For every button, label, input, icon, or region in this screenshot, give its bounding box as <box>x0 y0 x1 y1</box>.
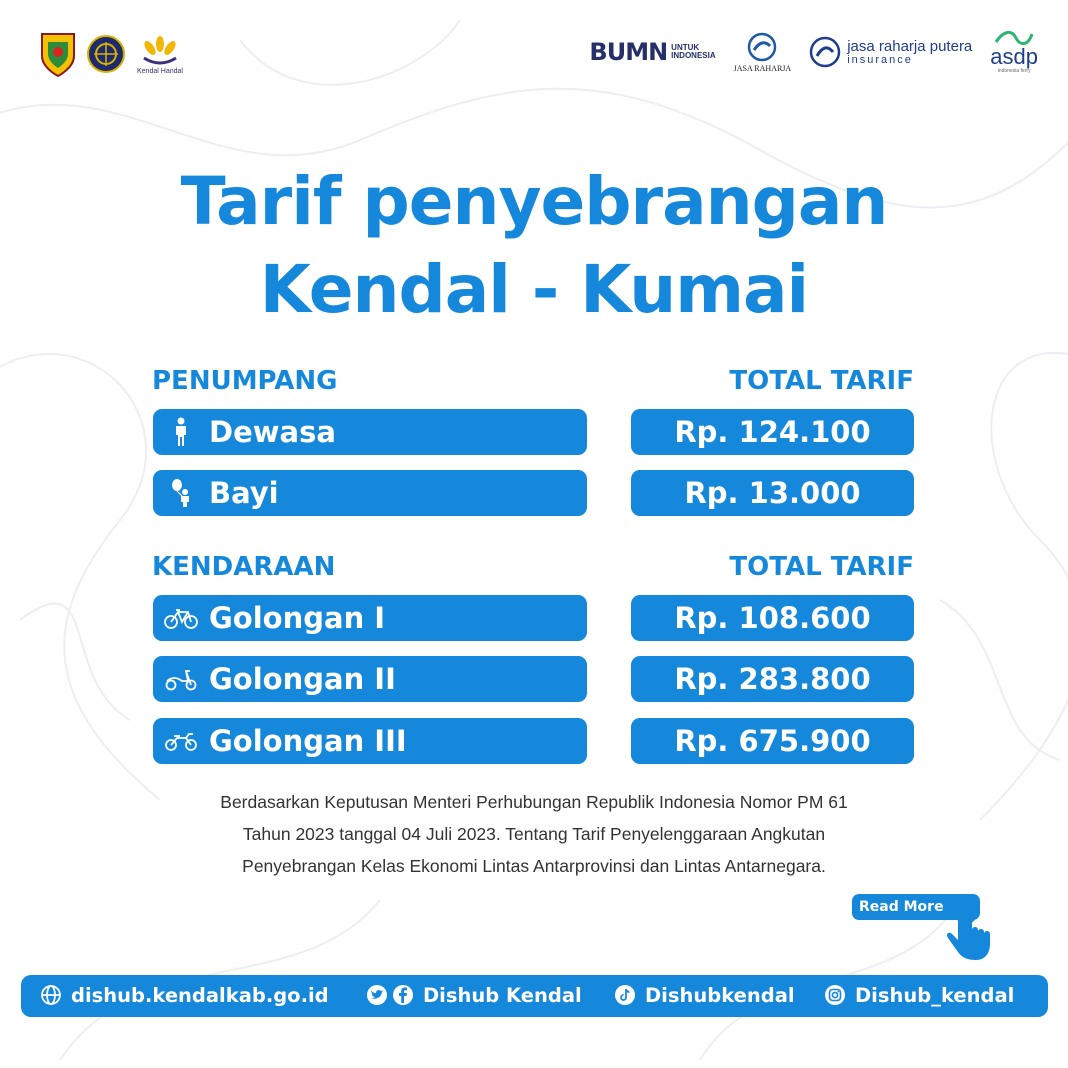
kendal-handal-logo <box>134 34 186 75</box>
adult-person-icon <box>163 417 199 447</box>
bumn-sub-line2: INDONESIA <box>671 51 716 60</box>
kendal-regency-crest-icon <box>38 30 78 78</box>
bumn-wordmark: BUMN <box>589 38 668 66</box>
title-line-1: Tarif penyebrangan <box>180 163 888 240</box>
header-logos-left <box>38 30 186 78</box>
asdp-subtitle: indonesia ferry <box>997 68 1031 74</box>
footer-twitter-facebook[interactable] <box>365 983 582 1007</box>
motorcycle-icon <box>163 726 199 756</box>
footer-instagram-text: Dishub_kendal <box>855 983 1015 1007</box>
fare-label-dewasa: Dewasa <box>209 415 336 449</box>
footer-twitter-facebook-text: Dishub Kendal <box>423 983 582 1007</box>
fare-price-golongan-3: Rp. 675.900 <box>631 718 914 764</box>
jasa-raharja-putera-insurance: insurance <box>847 53 913 66</box>
tiktok-icon <box>613 983 637 1007</box>
kendal-handal-text: Kendal Handal <box>137 67 183 75</box>
fare-row-bayi <box>153 470 587 516</box>
footer-instagram[interactable] <box>823 983 1014 1007</box>
fare-row-golongan-3 <box>153 718 587 764</box>
fare-label-golongan-1: Golongan I <box>209 601 386 635</box>
penumpang-heading: PENUMPANG <box>152 366 338 396</box>
read-more-label: Read More <box>859 899 944 915</box>
header-logos-right <box>589 30 1038 74</box>
fare-row-golongan-2 <box>153 656 587 702</box>
fare-row-golongan-1 <box>153 595 587 641</box>
jasa-raharja-putera-logo <box>809 36 972 68</box>
note-line-1: Berdasarkan Keputusan Menteri Perhubungan Republik Indonesia Nomor PM 61 <box>220 792 848 812</box>
child-balloon-icon <box>163 478 199 508</box>
asdp-wordmark: asdp <box>990 44 1038 69</box>
fare-label-bayi: Bayi <box>209 476 279 510</box>
note-line-3: Penyebrangan Kelas Ekonomi Lintas Antarprovinsi dan Lintas Antarnegara. <box>242 856 826 876</box>
bumn-sub-line1: UNTUK <box>671 42 700 52</box>
footer-website[interactable] <box>39 983 329 1007</box>
fare-row-dewasa <box>153 409 587 455</box>
dishub-emblem-icon <box>86 30 126 78</box>
footer-contact-bar <box>21 975 1048 1017</box>
asdp-logo <box>990 30 1038 74</box>
note-line-2: Tahun 2023 tanggal 04 Juli 2023. Tentang Tarif Penyelenggaraan Angkutan <box>242 824 826 844</box>
penumpang-total-heading: TOTAL TARIF <box>729 366 914 396</box>
fare-label-golongan-3: Golongan III <box>209 724 407 758</box>
bicycle-icon <box>163 603 199 633</box>
jasa-raharja-emblem-icon <box>746 32 778 62</box>
instagram-icon <box>823 983 847 1007</box>
jasa-raharja-putera-emblem-icon <box>809 36 841 68</box>
bumn-logo <box>589 38 715 66</box>
fare-price-dewasa: Rp. 124.100 <box>631 409 914 455</box>
facebook-icon <box>391 983 415 1007</box>
pointing-hand-icon <box>940 900 1000 964</box>
regulation-note <box>130 786 938 882</box>
fare-price-bayi: Rp. 13.000 <box>631 470 914 516</box>
fare-price-golongan-1: Rp. 108.600 <box>631 595 914 641</box>
footer-tiktok-text: Dishubkendal <box>645 983 795 1007</box>
fare-label-golongan-2: Golongan II <box>209 662 396 696</box>
twitter-icon <box>365 983 389 1007</box>
bumn-subtitle <box>671 44 715 61</box>
page-title <box>0 158 1068 334</box>
title-line-2: Kendal - Kumai <box>259 251 809 328</box>
kendaraan-heading: KENDARAAN <box>152 552 336 582</box>
globe-icon <box>39 983 63 1007</box>
jasa-raharja-putera-name: jasa raharja putera <box>847 37 973 55</box>
fare-price-golongan-2: Rp. 283.800 <box>631 656 914 702</box>
scooter-icon <box>163 664 199 694</box>
kendal-handal-flower-icon <box>138 34 182 68</box>
kendaraan-total-heading: TOTAL TARIF <box>729 552 914 582</box>
footer-website-text: dishub.kendalkab.go.id <box>71 983 329 1007</box>
jasa-raharja-caption: JASA RAHARJA <box>733 63 792 73</box>
jasa-raharja-logo <box>734 32 792 73</box>
footer-tiktok[interactable] <box>613 983 795 1007</box>
